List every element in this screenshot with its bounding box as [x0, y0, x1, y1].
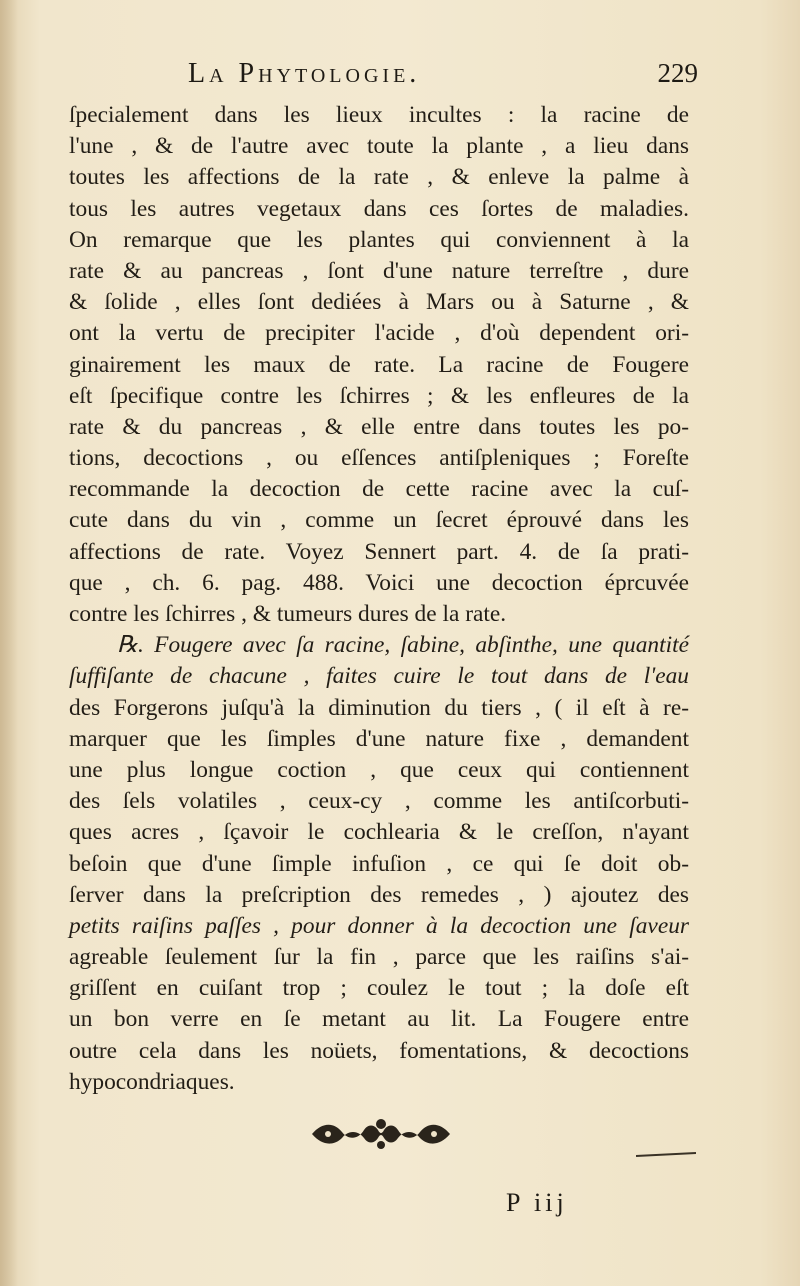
running-head: [188, 58, 698, 98]
text-line: griſſent en cuiſant trop ; coulez le tout ; la doſe eſt: [69, 975, 689, 1002]
page-number: 229: [657, 58, 698, 88]
text-line: que , ch. 6. pag. 488. Voici une decoction éprcuvée: [69, 569, 689, 596]
text-line: contre les ſchirres , & tumeurs dures de la rate.: [69, 601, 507, 627]
text-line: rate & au pancreas , ſont d'une nature terreſtre , dure: [69, 257, 689, 284]
running-head-title: La Phytologie.: [188, 58, 421, 89]
text-line: tions, decoctions , ou eſſences antiſpleniques ; Foreſte: [69, 445, 689, 472]
text-line: beſoin que d'une ſimple infuſion , ce qui ſe doit ob-: [69, 850, 689, 877]
text-line: des Forgerons juſqu'à la diminution du tiers , ( il eſt à re-: [69, 694, 689, 721]
text-line: recommande la decoction de cette racine avec la cuſ-: [69, 476, 689, 503]
ink-mark-icon: [636, 1152, 696, 1158]
text-line: ginairement les maux de rate. La racine de Fougere: [69, 351, 689, 378]
text-line: ſpecialement dans les lieux incultes : la racine de: [69, 102, 689, 128]
recipe-line: ſuffiſante de chacune , faites cuire le tout dans de l'eau: [69, 663, 689, 690]
text-line: toutes les affections de la rate , & enleve la palme à: [69, 164, 689, 191]
text-line: tous les autres vegetaux dans ces ſortes de maladies.: [69, 195, 689, 222]
text-line: ques acres , ſçavoir le cochlearia & le creſſon, n'ayant: [69, 819, 689, 846]
text-line: eſt ſpecifique contre les ſchirres ; & les enfleures de la: [69, 382, 689, 409]
text-line: agreable ſeulement ſur la fin , parce que les raiſins s'ai-: [69, 944, 689, 971]
text-line: affections de rate. Voyez Sennert part. 4. de ſa prati-: [69, 538, 689, 565]
signature-mark: P iij: [506, 1188, 568, 1217]
recipe-line: petits raiſins paſſes , pour donner à la decoction une ſaveur: [69, 912, 689, 939]
recipe-line: ℞. Fougere avec ſa racine, ſabine, abſinthe, une quantité: [117, 632, 689, 659]
text-line: outre cela dans les noüets, fomentations, & decoctions: [69, 1037, 689, 1064]
text-line: marquer que les ſimples d'une nature fixe , demandent: [69, 725, 689, 752]
text-line: des ſels volatiles , ceux-cy , comme les antiſcorbuti-: [69, 788, 689, 815]
text-line: une plus longue coction , que ceux qui contiennent: [69, 756, 689, 783]
text-line: hypocondriaques.: [69, 1068, 235, 1095]
page-gutter-shadow: [0, 0, 18, 1286]
fleuron-ornament-icon: [308, 1116, 454, 1152]
text-line: un bon verre en ſe metant au lit. La Fougere entre: [69, 1006, 689, 1033]
text-line: l'une , & de l'autre avec toute la plante , a lieu dans: [69, 133, 689, 160]
text-line: ont la vertu de precipiter l'acide , d'où dependent ori-: [69, 320, 689, 347]
text-line: ſerver dans la preſcription des remedes , ) ajoutez des: [69, 881, 689, 908]
text-line: On remarque que les plantes qui conviennent à la: [69, 226, 689, 253]
text-line: cute dans du vin , comme un ſecret éprouvé dans les: [69, 507, 689, 534]
body-text: [69, 100, 689, 1098]
text-line: rate & du pancreas , & elle entre dans toutes les po-: [69, 413, 689, 440]
text-line: & ſolide , elles ſont dediées à Mars ou à Saturne , &: [69, 289, 689, 316]
